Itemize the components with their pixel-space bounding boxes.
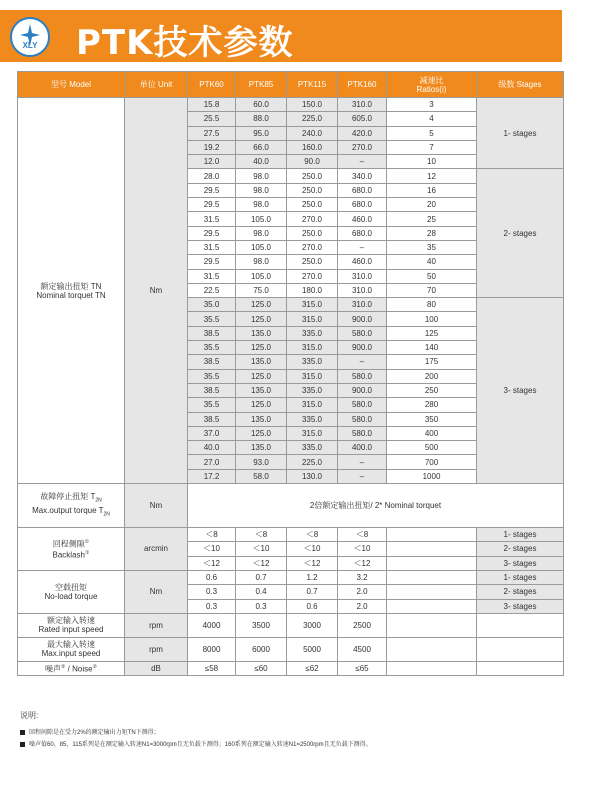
noload-torque-label <box>18 570 125 613</box>
ratio-value <box>387 556 477 570</box>
col-header-ptk60: PTK60 <box>188 72 236 98</box>
stage-label: 2- stages <box>477 585 564 599</box>
ptk160-value: 310.0 <box>338 269 387 283</box>
emergency-value: 2倍额定输出扭矩/ 2* Nominal torquet <box>188 484 564 528</box>
ptk60-value: 29.5 <box>188 198 236 212</box>
noise-unit: dB <box>125 661 188 675</box>
ptk60-value: 29.5 <box>188 183 236 197</box>
ptk85-value: 66.0 <box>236 140 287 154</box>
ptk160-value: 2.0 <box>338 599 387 613</box>
ptk85-value: 95.0 <box>236 126 287 140</box>
ptk160-value: – <box>338 155 387 169</box>
ptk115-value: 180.0 <box>287 283 338 297</box>
ptk60-value: 35.5 <box>188 341 236 355</box>
ratio-value: 350 <box>387 412 477 426</box>
table-row <box>18 528 564 542</box>
ptk60-value: 8000 <box>188 637 236 661</box>
ptk160-value: 340.0 <box>338 169 387 183</box>
ptk85-value: 125.0 <box>236 369 287 383</box>
stage-label <box>477 637 564 661</box>
backlash-label <box>18 528 125 571</box>
ptk115-value: 250.0 <box>287 183 338 197</box>
ptk115-value: 250.0 <box>287 226 338 240</box>
stage-label <box>477 613 564 637</box>
ptk85-value: 125.0 <box>236 298 287 312</box>
col-header-unit: 单位 Unit <box>125 72 188 98</box>
ptk60-value: 38.5 <box>188 355 236 369</box>
table-row <box>18 613 564 637</box>
ratio-value: 500 <box>387 441 477 455</box>
ptk115-value: 250.0 <box>287 169 338 183</box>
ptk85-value: ＜8 <box>236 528 287 542</box>
ptk160-value: 2500 <box>338 613 387 637</box>
ptk85-value: 105.0 <box>236 269 287 283</box>
ptk85-value: 58.0 <box>236 469 287 483</box>
noise-mark-en: ② <box>92 664 98 671</box>
rated-speed-label <box>18 613 125 637</box>
table-row <box>18 570 564 584</box>
ptk160-value: 900.0 <box>338 312 387 326</box>
ptk160-value: 580.0 <box>338 326 387 340</box>
ptk115-value: 335.0 <box>287 355 338 369</box>
rated-speed-label-cn: 额定输入转速 <box>47 616 95 626</box>
emergency-unit: Nm <box>125 484 188 528</box>
ptk85-value: ＜12 <box>236 556 287 570</box>
stage-label: 1- stages <box>477 570 564 584</box>
ptk115-value: 315.0 <box>287 312 338 326</box>
ptk60-value: 27.5 <box>188 126 236 140</box>
table-row <box>18 661 564 675</box>
ptk115-value: 150.0 <box>287 98 338 112</box>
backlash-mark: ① <box>84 539 90 546</box>
ptk60-value: 12.0 <box>188 155 236 169</box>
backlash-mark-en: ① <box>84 549 90 556</box>
ptk115-value: 240.0 <box>287 126 338 140</box>
ptk85-value: ≤60 <box>236 661 287 675</box>
ptk60-value: 35.5 <box>188 312 236 326</box>
ptk160-value: 400.0 <box>338 441 387 455</box>
title-banner <box>0 10 562 62</box>
note-text: 噪声值60、85、115系列是在额定输入转速N1=3000rpm且无负载下测得；160系列在额定输入转速N1=2500rpm且无负载下测得。 <box>29 742 372 748</box>
ratio-value <box>387 528 477 542</box>
ptk60-value: 38.5 <box>188 383 236 397</box>
ptk160-value: 310.0 <box>338 98 387 112</box>
ptk85-value: 60.0 <box>236 98 287 112</box>
ratio-value <box>387 542 477 556</box>
ptk160-value: 900.0 <box>338 341 387 355</box>
ratio-value: 25 <box>387 212 477 226</box>
ptk160-value: 270.0 <box>338 140 387 154</box>
ptk160-value: 4500 <box>338 637 387 661</box>
ptk85-value: 40.0 <box>236 155 287 169</box>
ratio-value: 20 <box>387 198 477 212</box>
ptk160-value: 460.0 <box>338 255 387 269</box>
ptk85-value: 88.0 <box>236 112 287 126</box>
ratio-value: 400 <box>387 426 477 440</box>
ptk115-value: 0.7 <box>287 585 338 599</box>
noload-torque-label-en <box>20 592 122 601</box>
ratio-value <box>387 661 477 675</box>
ptk115-value: 225.0 <box>287 455 338 469</box>
ptk85-value: 93.0 <box>236 455 287 469</box>
ptk60-value: ＜8 <box>188 528 236 542</box>
ptk60-value: 40.0 <box>188 441 236 455</box>
ptk85-value: 6000 <box>236 637 287 661</box>
ptk160-value: 460.0 <box>338 212 387 226</box>
table-row <box>18 484 564 528</box>
table-row <box>18 98 564 112</box>
ptk60-value: 0.3 <box>188 585 236 599</box>
ptk115-value: 315.0 <box>287 341 338 355</box>
ratio-value: 250 <box>387 383 477 397</box>
ratio-value <box>387 613 477 637</box>
torque-label-cn: 额定输出扭矩 TN <box>40 281 102 291</box>
ptk115-value: ＜8 <box>287 528 338 542</box>
ratio-value: 125 <box>387 326 477 340</box>
emergency-label-en <box>20 506 122 520</box>
ptk85-value: 105.0 <box>236 240 287 254</box>
ptk115-value: 315.0 <box>287 398 338 412</box>
ptk160-value: 680.0 <box>338 226 387 240</box>
ratio-value: 80 <box>387 298 477 312</box>
max-speed-label-cn: 最大输入转速 <box>47 640 95 650</box>
stage-label: 2- stages <box>477 169 564 298</box>
ptk60-value: 25.5 <box>188 112 236 126</box>
ratio-value: 12 <box>387 169 477 183</box>
ptk60-value: 28.0 <box>188 169 236 183</box>
ptk85-value: 135.0 <box>236 355 287 369</box>
stage-label: 2- stages <box>477 542 564 556</box>
emergency-torque-label <box>18 484 125 528</box>
ptk115-value: 250.0 <box>287 198 338 212</box>
ptk160-value: 680.0 <box>338 198 387 212</box>
noload-torque-label-cn-text: 空载扭矩 <box>55 582 87 592</box>
ptk60-value: 29.5 <box>188 226 236 240</box>
ptk60-value: 35.5 <box>188 369 236 383</box>
ptk160-value: ≤65 <box>338 661 387 675</box>
ptk85-value: 3500 <box>236 613 287 637</box>
ptk85-value: 98.0 <box>236 255 287 269</box>
torque-label <box>18 98 125 484</box>
ptk160-value: 580.0 <box>338 398 387 412</box>
ptk160-value: – <box>338 240 387 254</box>
ptk160-value: 420.0 <box>338 126 387 140</box>
emergency-label-cn-text: 故障停止扭矩 T <box>40 491 96 501</box>
torque-label-en: Nominal torquet TN <box>36 290 106 300</box>
ptk60-value: 35.5 <box>188 398 236 412</box>
ptk60-value: 0.3 <box>188 599 236 613</box>
ptk115-value: 335.0 <box>287 441 338 455</box>
ratio-value: 16 <box>387 183 477 197</box>
ptk85-value: 98.0 <box>236 226 287 240</box>
ratio-value: 40 <box>387 255 477 269</box>
stage-label <box>477 661 564 675</box>
max-speed-label-en: Max.input speed <box>41 649 101 659</box>
noload-torque-unit: Nm <box>125 570 188 613</box>
ptk60-value: 22.5 <box>188 283 236 297</box>
ratio-value: 100 <box>387 312 477 326</box>
ptk115-value: 270.0 <box>287 240 338 254</box>
ptk60-value: 31.5 <box>188 212 236 226</box>
ptk115-value: 335.0 <box>287 412 338 426</box>
ptk160-value: – <box>338 469 387 483</box>
ratio-value: 10 <box>387 155 477 169</box>
ptk60-value: 4000 <box>188 613 236 637</box>
ptk85-value: 0.4 <box>236 585 287 599</box>
stage-label: 1- stages <box>477 528 564 542</box>
ptk160-value: ＜12 <box>338 556 387 570</box>
ptk85-value: 98.0 <box>236 198 287 212</box>
col-header-ptk85: PTK85 <box>236 72 287 98</box>
ptk115-value: 250.0 <box>287 255 338 269</box>
ratio-value: 175 <box>387 355 477 369</box>
stage-label: 3- stages <box>477 556 564 570</box>
rated-speed-label-en: Rated input speed <box>38 625 104 635</box>
noload-torque-label-en-text: No-load torque <box>44 591 98 601</box>
emergency-label-en-sub: 2N <box>103 511 110 518</box>
max-speed-label <box>18 637 125 661</box>
ptk115-value: 315.0 <box>287 298 338 312</box>
ptk85-value: 125.0 <box>236 398 287 412</box>
page-title: PTK技术参数 <box>76 23 294 63</box>
table-header-row <box>18 72 564 98</box>
ratio-value: 5 <box>387 126 477 140</box>
ptk85-value: 125.0 <box>236 341 287 355</box>
ptk60-value: 37.0 <box>188 426 236 440</box>
emergency-label-cn-sub: 2N <box>95 497 102 504</box>
ptk60-value: 19.2 <box>188 140 236 154</box>
noload-torque-label-cn <box>20 583 122 592</box>
ptk115-value: 3000 <box>287 613 338 637</box>
ptk160-value: 605.0 <box>338 112 387 126</box>
ptk85-value: 98.0 <box>236 169 287 183</box>
notes <box>20 710 372 748</box>
ptk115-value: 90.0 <box>287 155 338 169</box>
col-header-ratio <box>387 72 477 98</box>
ptk115-value: 315.0 <box>287 369 338 383</box>
note-line <box>20 739 372 748</box>
note-text: 回程间隙是在受力2%的额定输出力矩TN下测得； <box>29 730 160 736</box>
ptk160-value: – <box>338 355 387 369</box>
bullet-icon <box>20 742 25 747</box>
ptk115-value: ＜10 <box>287 542 338 556</box>
ptk60-value: 17.2 <box>188 469 236 483</box>
ptk60-value: 38.5 <box>188 326 236 340</box>
ptk85-value: ＜10 <box>236 542 287 556</box>
max-speed-unit: rpm <box>125 637 188 661</box>
ptk115-value: 130.0 <box>287 469 338 483</box>
ptk85-value: 135.0 <box>236 412 287 426</box>
ptk60-value: 31.5 <box>188 240 236 254</box>
ptk85-value: 0.3 <box>236 599 287 613</box>
ratio-value: 35 <box>387 240 477 254</box>
emergency-label-en-text: Max.output torque T <box>32 505 104 515</box>
note-line <box>20 727 372 736</box>
ptk160-value: 680.0 <box>338 183 387 197</box>
ratio-value: 200 <box>387 369 477 383</box>
backlash-label-cn-text: 回程侧隙 <box>52 539 85 549</box>
ratio-value <box>387 570 477 584</box>
backlash-label-en <box>20 549 122 560</box>
ptk160-value: 900.0 <box>338 383 387 397</box>
ptk160-value: 2.0 <box>338 585 387 599</box>
ratio-value: 4 <box>387 112 477 126</box>
noise-label <box>18 661 125 675</box>
table-row <box>18 637 564 661</box>
ptk60-value: ＜12 <box>188 556 236 570</box>
torque-unit: Nm <box>125 98 188 484</box>
col-header-ratio-cn: 减速比 <box>419 75 444 85</box>
ratio-value: 28 <box>387 226 477 240</box>
ratio-value: 7 <box>387 140 477 154</box>
logo-text: XLY <box>22 41 38 50</box>
ptk60-value: 29.5 <box>188 255 236 269</box>
ptk115-value: 225.0 <box>287 112 338 126</box>
ratio-value: 70 <box>387 283 477 297</box>
ptk85-value: 105.0 <box>236 212 287 226</box>
col-header-ptk115: PTK115 <box>287 72 338 98</box>
ptk85-value: 135.0 <box>236 441 287 455</box>
ratio-value: 700 <box>387 455 477 469</box>
ptk60-value: ＜10 <box>188 542 236 556</box>
stage-label: 1- stages <box>477 98 564 169</box>
ratio-value: 1000 <box>387 469 477 483</box>
ptk115-value: 335.0 <box>287 326 338 340</box>
ptk115-value: ＜12 <box>287 556 338 570</box>
backlash-label-cn <box>20 538 122 549</box>
ptk160-value: 580.0 <box>338 369 387 383</box>
col-header-model: 型号 Model <box>18 72 125 98</box>
ptk60-value: ≤58 <box>188 661 236 675</box>
ratio-value <box>387 637 477 661</box>
ptk60-value: 38.5 <box>188 412 236 426</box>
ptk115-value: ≤62 <box>287 661 338 675</box>
ptk160-value: 310.0 <box>338 298 387 312</box>
ptk115-value: 160.0 <box>287 140 338 154</box>
ptk85-value: 98.0 <box>236 183 287 197</box>
ptk60-value: 31.5 <box>188 269 236 283</box>
noise-mark: ② <box>60 664 66 671</box>
ptk115-value: 315.0 <box>287 426 338 440</box>
ptk160-value: ＜8 <box>338 528 387 542</box>
ptk115-value: 270.0 <box>287 212 338 226</box>
ptk160-value: 3.2 <box>338 570 387 584</box>
ptk85-value: 0.7 <box>236 570 287 584</box>
ptk115-value: 270.0 <box>287 269 338 283</box>
noise-label-sep: / Noise <box>65 664 93 674</box>
bullet-icon <box>20 730 25 735</box>
stage-label: 3- stages <box>477 298 564 484</box>
ptk115-value: 5000 <box>287 637 338 661</box>
ratio-value: 50 <box>387 269 477 283</box>
stage-label: 3- stages <box>477 599 564 613</box>
ptk85-value: 125.0 <box>236 312 287 326</box>
col-header-ratio-en: Ratios(i) <box>416 84 447 94</box>
xly-logo <box>10 17 50 57</box>
emergency-label-cn <box>20 492 122 506</box>
rated-speed-unit: rpm <box>125 613 188 637</box>
ratio-value: 280 <box>387 398 477 412</box>
ptk85-value: 75.0 <box>236 283 287 297</box>
ptk160-value: – <box>338 455 387 469</box>
ratio-value <box>387 585 477 599</box>
ptk115-value: 335.0 <box>287 383 338 397</box>
notes-title: 说明: <box>20 711 39 720</box>
ptk160-value: ＜10 <box>338 542 387 556</box>
col-header-stages: 级数 Stages <box>477 72 564 98</box>
backlash-label-en-text: Backlash <box>52 550 85 560</box>
ptk115-value: 0.6 <box>287 599 338 613</box>
ratio-value <box>387 599 477 613</box>
ratio-value: 140 <box>387 341 477 355</box>
spec-table <box>17 71 564 676</box>
backlash-unit: arcmin <box>125 528 188 571</box>
ptk85-value: 135.0 <box>236 383 287 397</box>
col-header-ptk160: PTK160 <box>338 72 387 98</box>
ptk160-value: 580.0 <box>338 412 387 426</box>
ptk115-value: 1.2 <box>287 570 338 584</box>
ptk60-value: 15.8 <box>188 98 236 112</box>
ptk85-value: 135.0 <box>236 326 287 340</box>
ptk85-value: 125.0 <box>236 426 287 440</box>
ptk160-value: 310.0 <box>338 283 387 297</box>
ptk60-value: 27.0 <box>188 455 236 469</box>
ptk60-value: 0.6 <box>188 570 236 584</box>
ptk60-value: 35.0 <box>188 298 236 312</box>
ratio-value: 3 <box>387 98 477 112</box>
noise-label-text: 噪声 <box>44 664 61 674</box>
ptk160-value: 580.0 <box>338 426 387 440</box>
